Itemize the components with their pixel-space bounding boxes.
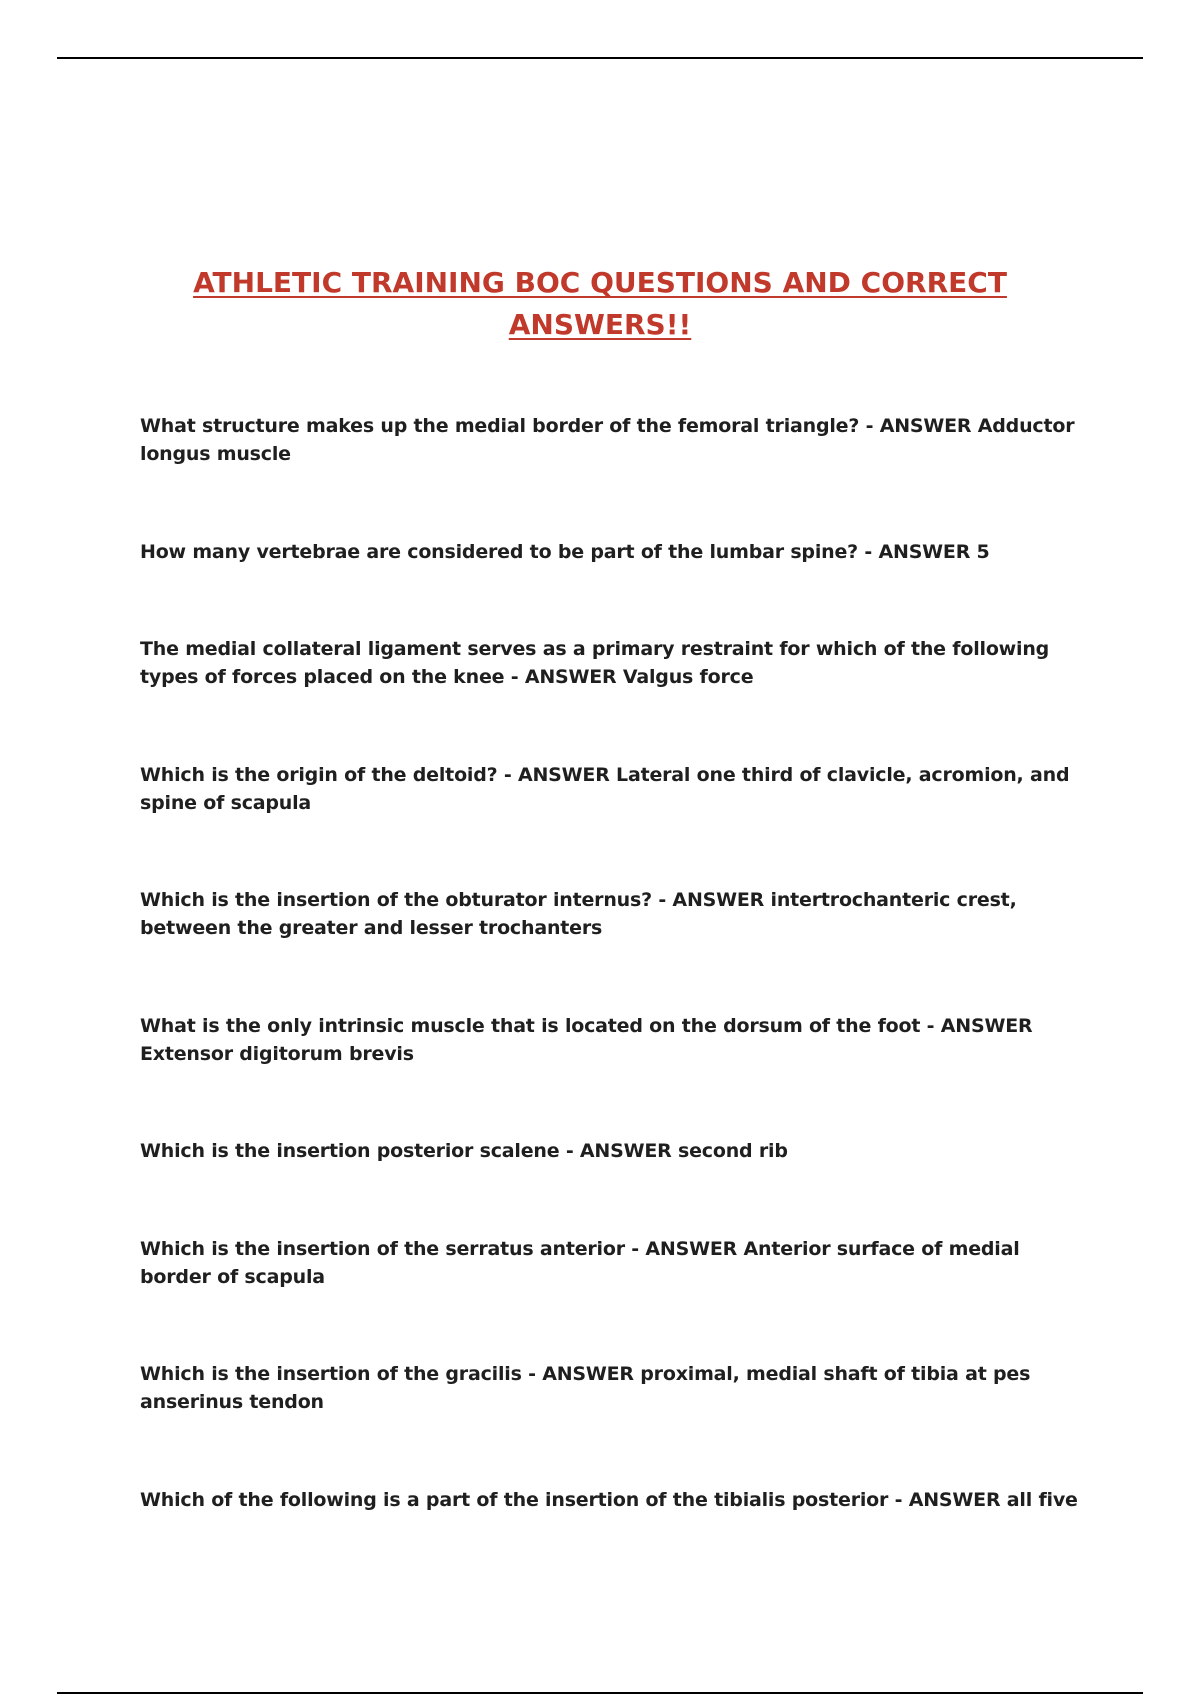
qa-item: Which is the insertion of the gracilis - ANSWER proximal, medial shaft of tibia at pes anserinus tendon xyxy=(140,1363,1031,1413)
qa-item: What is the only intrinsic muscle that is located on the dorsum of the foot - ANSWER Extensor digitorum brevis xyxy=(140,1015,1033,1065)
qa-item: Which is the origin of the deltoid? - ANSWER Lateral one third of clavicle, acromion, and spine of scapula xyxy=(140,764,1070,814)
qa-item: Which is the insertion of the serratus anterior - ANSWER Anterior surface of medial border of scapula xyxy=(140,1238,1020,1288)
qa-item: Which is the insertion of the obturator internus? - ANSWER intertrochanteric crest, between the greater and lesser trochanters xyxy=(140,889,1017,939)
title-line-2: ANSWERS!! xyxy=(508,308,692,341)
qa-item: How many vertebrae are considered to be part of the lumbar spine? - ANSWER 5 xyxy=(140,541,990,563)
top-rule xyxy=(57,57,1143,59)
title-line-1: ATHLETIC TRAINING BOC QUESTIONS AND CORRECT xyxy=(193,266,1007,299)
qa-item: What structure makes up the medial border of the femoral triangle? - ANSWER Adductor longus muscle xyxy=(140,415,1075,465)
document-title xyxy=(150,262,1050,346)
qa-item: Which is the insertion posterior scalene - ANSWER second rib xyxy=(140,1140,788,1162)
qa-item: The medial collateral ligament serves as a primary restraint for which of the following types of forces placed on the knee - ANSWER Valgus force xyxy=(140,638,1050,688)
qa-item: Which of the following is a part of the insertion of the tibialis posterior - ANSWER all five xyxy=(140,1489,1078,1511)
bottom-rule xyxy=(57,1692,1143,1694)
